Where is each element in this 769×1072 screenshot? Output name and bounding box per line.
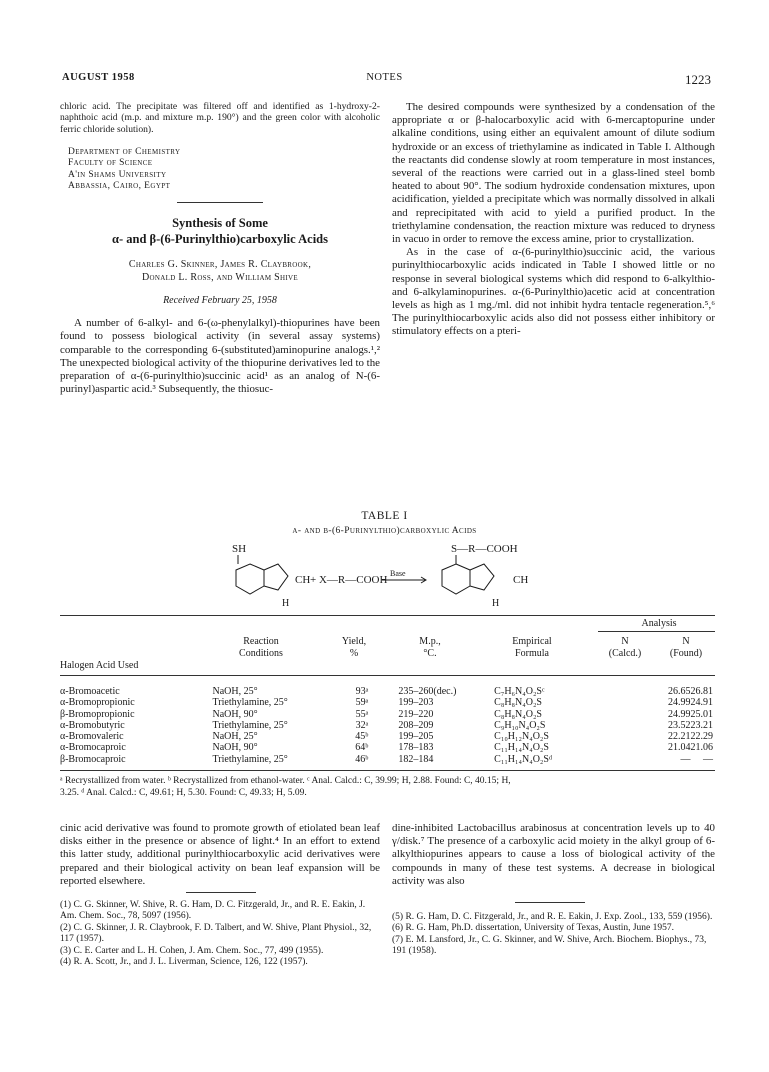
table-cell-yield: 55ᵃ <box>355 708 369 720</box>
affiliation-line: A'in Shams University <box>68 169 167 180</box>
header-yield <box>334 636 374 660</box>
header-line: Formula <box>515 648 549 659</box>
table-cell-found: 21.06 <box>690 742 713 754</box>
table-cell-yield: 93ᵃ <box>355 686 369 697</box>
header-line: N <box>621 636 629 647</box>
table-cell-calcd: 24.99 <box>667 697 691 709</box>
table-cell-calcd: — <box>680 753 691 765</box>
table-cell-formula: C₁₁H₁₄N₄O₂Sᵈ <box>494 753 553 765</box>
table-cell-acid: α-Bromoacetic <box>60 686 120 697</box>
base-label: Base <box>390 569 406 578</box>
affiliation-line: Department of Chemistry <box>68 147 181 158</box>
activity-paragraph: As in the case of α-(6-purinylthio)succinic acid, the various purinylthiocarboxylic acids indicated in Table I showed little or no response in several biological systems which did respond to 6-alkylthio- and 6-alkylaminopurines. α-(6-Purinylthio)acetic acid at concentration levels as high as 1 mg./ml. did not inhibit hydra tentacle regeneration.⁵,⁶ The purinylthiocarboxylic acids also did not possess either inhibitory or stimulatory effects on a pteri- <box>392 246 715 338</box>
table-cell-cond: NaOH, 90° <box>212 742 258 754</box>
authors <box>60 259 380 284</box>
bottom-left-text: cinic acid derivative was found to promote growth of etiolated bean leaf disks either in the presence or absence of light.⁴ In an effort to extend this latter study, additional purinylthiocarboxylic acid derivatives were prepared and their biological activity on bean leaf expansion will be reported elsewhere. <box>60 822 380 887</box>
header-line: °C. <box>423 648 437 659</box>
sh-label: SH <box>232 543 247 555</box>
table-rule-header <box>60 675 715 676</box>
references-left <box>60 900 380 968</box>
header-mp <box>400 636 460 660</box>
table-cell-cond: Triethylamine, 25° <box>212 697 288 709</box>
table-cell-formula: C₈H₈N₄O₂S <box>494 708 542 720</box>
intro-paragraph: A number of 6-alkyl- and 6-(ω-phenylalkyl)-thiopurines have been found to possess biological activity (in several assay systems) comparable to the corresponding 6-(substituted)aminopurine analogs.¹,² The unexpected biological activity of the thiopurine derivatives led to the preparation of α-(6-purinylthio)succinic acid¹ as an analog of N-(6-purinyl)aspartic acid.³ Subsequently, the thiosuc- <box>60 317 380 396</box>
table-cell-cond: NaOH, 25° <box>212 731 258 743</box>
header-formula <box>492 636 572 660</box>
header-line: Yield, <box>341 636 367 647</box>
bottom-right-text: dine-inhibited Lactobacillus arabinosus at concentration levels up to 40 γ/disk.⁷ The presence of a carboxylic acid moiety in the alkyl group of 6-alkylthiopurines appears to cause a loss of biological activity of the compounds in many of these test systems. A decrease in biological activity was also <box>392 822 715 887</box>
table-cell-yield: 64ᵇ <box>355 742 369 754</box>
running-header-section: NOTES <box>366 72 403 83</box>
table-cell-mp: 178–183 <box>398 742 434 754</box>
h-left: H <box>282 598 290 609</box>
header-line: (Calcd.) <box>608 648 642 659</box>
header-n-found <box>656 636 716 660</box>
table-cell-mp: 199–203 <box>398 697 434 709</box>
table-row <box>60 697 715 708</box>
reagent-label: + X—R—COOH <box>310 574 388 586</box>
reference-item: (7) E. M. Lansford, Jr., C. G. Skinner, and W. Shive, Arch. Biochem. Biophys., 73, 191 (1958). <box>392 934 707 957</box>
references-right <box>392 912 715 958</box>
table-cell-acid: β-Bromopropionic <box>60 708 135 720</box>
authors-line: Charles G. Skinner, James R. Claybrook, <box>128 259 312 271</box>
table-cell-cond: Triethylamine, 25° <box>212 719 288 731</box>
table-cell-calcd: 26.65 <box>667 686 691 697</box>
left-column <box>60 101 380 396</box>
table-cell-formula: C₈H₈N₄O₂S <box>494 697 542 709</box>
reference-item: (1) C. G. Skinner, W. Shive, R. G. Ham, D. C. Fitzgerald, Jr., and R. E. Eakin, J. Am. Chem. Soc., 78, 5097 (1956). <box>60 900 366 922</box>
table-cell-yield: 46ᵇ <box>355 753 369 765</box>
table-cell-cond: NaOH, 90° <box>212 708 258 720</box>
table-cell-mp: 219–220 <box>398 708 434 720</box>
reference-item: (5) R. G. Ham, D. C. Fitzgerald, Jr., and R. E. Eakin, J. Exp. Zool., 133, 559 (1956). <box>392 912 713 922</box>
footnote-line: 3.25. ᵈ Anal. Calcd.: C, 49.61; H, 5.30. Found: C, 49.33; H, 5.09. <box>60 788 307 798</box>
reference-item: (4) R. A. Scott, Jr., and J. L. Liverman, Science, 126, 122 (1957). <box>60 957 308 968</box>
article-title <box>60 215 380 247</box>
table-cell-found: — <box>703 753 713 765</box>
header-line: M.p., <box>419 636 441 647</box>
table-cell-acid: α-Bromocaproic <box>60 742 126 754</box>
table-cell-formula: C₇H₆N₄O₂Sᶜ <box>494 686 545 697</box>
table-cell-calcd: 24.99 <box>667 708 691 720</box>
table-cell-found: 24.91 <box>690 697 713 709</box>
separator-rule <box>177 202 263 203</box>
synthesis-paragraph: The desired compounds were synthesized by a condensation of the appropriate α or β-halocarboxylic acid with 6-mercaptopurine under alkaline conditions, using either an equivalent amount of dilute sodium hydroxide or an excess of triethylamine as indicated in Table I. Although the reactants did condense slowly at room temperature in most instances, several of the reactions were carried out in a glass-lined steel bomb heated to about 90°. The sodium hydroxide condensation mixtures, upon acidification, yielded a precipitate which was normally dissolved in alkali and reprecipitated with acid to yield a purified product. In the triethylamine condensation, the reaction mixture was reduced to dryness in vacuo in order to remove the excess amine, prior to crystallization. <box>392 101 715 246</box>
affiliation <box>68 147 380 192</box>
table-cell-acid: α-Bromobutyric <box>60 719 125 731</box>
table-cell-formula: C₁₀H₁₂N₄O₂S <box>494 731 549 743</box>
table-footnotes <box>60 775 715 799</box>
table-subtitle: α- and β-(6-Purinylthio)carboxylic Acids <box>292 526 477 536</box>
h-right: H <box>492 598 500 609</box>
header-line: Reaction <box>243 636 279 647</box>
page-number: 1223 <box>685 72 711 87</box>
header-line: Empirical <box>512 636 552 647</box>
header-analysis: Analysis <box>641 618 677 629</box>
table-cell-found: 25.01 <box>690 708 713 720</box>
table-cell-calcd: 23.52 <box>667 719 691 731</box>
table-cell-acid: α-Bromovaleric <box>60 731 124 743</box>
running-header-date: AUGUST 1958 <box>62 72 135 83</box>
table-row <box>60 754 715 765</box>
title-line: α- and β-(6-Purinylthio)carboxylic Acids <box>112 232 328 247</box>
table-row <box>60 686 715 697</box>
table-caption: TABLE I <box>361 510 408 522</box>
affiliation-line: Abbassia, Cairo, Egypt <box>68 180 171 191</box>
table-cell-acid: β-Bromocaproic <box>60 753 126 765</box>
table-cell-yield: 32ᵃ <box>355 719 369 731</box>
ch-right: CH <box>513 574 529 586</box>
reaction-scheme <box>230 540 550 610</box>
header-line: N <box>682 636 690 647</box>
footnote-rule-right <box>515 902 585 903</box>
table-cell-found: 26.81 <box>690 686 713 697</box>
table-cell-yield: 45ᵇ <box>355 731 369 743</box>
table-cell-cond: NaOH, 25° <box>212 686 258 697</box>
table-cell-found: 23.21 <box>690 719 713 731</box>
table-cell-mp: 208–209 <box>398 719 434 731</box>
ch-left: CH <box>295 574 311 586</box>
table-cell-formula: C₉H₁₀N₄O₂S <box>494 719 546 731</box>
reference-item: (6) R. G. Ham, Ph.D. dissertation, University of Texas, Austin, June 1957. <box>392 923 675 934</box>
analysis-rule <box>598 631 715 632</box>
table-cell-mp: 182–184 <box>398 753 434 765</box>
data-table <box>60 686 715 765</box>
table-rule-top <box>60 615 715 616</box>
header-line: Conditions <box>239 648 283 659</box>
reference-item: (2) C. G. Skinner, J. R. Claybrook, F. D. Talbert, and W. Shive, Plant Physiol., 32, 117 (1957). <box>60 922 372 945</box>
table-cell-yield: 59ᵃ <box>355 697 369 709</box>
table-row <box>60 742 715 753</box>
product-side-chain: S—R—COOH <box>451 543 518 555</box>
title-line: Synthesis of Some <box>172 216 268 231</box>
table-row <box>60 709 715 720</box>
footnote-line: ᵃ Recrystallized from water. ᵇ Recrystallized from ethanol-water. ᶜ Anal. Calcd.: C, 39.99; H, 2.88. Found: C, 40.15; H, <box>60 776 511 786</box>
header-line: (Found) <box>669 648 703 659</box>
table-row <box>60 720 715 731</box>
reference-item: (3) C. E. Carter and L. H. Cohen, J. Am. Chem. Soc., 77, 499 (1955). <box>60 945 324 956</box>
right-column <box>392 101 715 339</box>
table-rule-bottom <box>60 770 715 771</box>
table-cell-calcd: 22.21 <box>667 731 691 743</box>
table-row <box>60 731 715 742</box>
header-line: % <box>349 648 359 659</box>
affiliation-line: Faculty of Science <box>68 158 153 169</box>
table-cell-cond: Triethylamine, 25° <box>212 753 288 765</box>
footnote-rule-left <box>186 892 256 893</box>
header-reaction-conditions <box>216 636 306 660</box>
header-n-calcd <box>597 636 653 660</box>
received-date: Received February 25, 1958 <box>163 295 277 307</box>
table-cell-mp: 199–205 <box>398 731 434 743</box>
table-cell-calcd: 21.04 <box>667 742 691 754</box>
header-halogen-acid: Halogen Acid Used <box>60 660 139 671</box>
table-cell-mp: 235–260(dec.) <box>398 686 457 697</box>
carryover-text: chloric acid. The precipitate was filtered off and identified as 1-hydroxy-2-naphthoic acid (m.p. and mixture m.p. 190°) and the green color with alcoholic ferric chloride solution). <box>60 101 380 135</box>
purine-ring-left <box>236 555 288 594</box>
table-cell-formula: C₁₁H₁₄N₄O₂S <box>494 742 549 754</box>
table-cell-found: 22.29 <box>690 731 713 743</box>
authors-line: Donald L. Ross, and William Shive <box>142 271 298 283</box>
table-cell-acid: α-Bromopropionic <box>60 697 135 709</box>
